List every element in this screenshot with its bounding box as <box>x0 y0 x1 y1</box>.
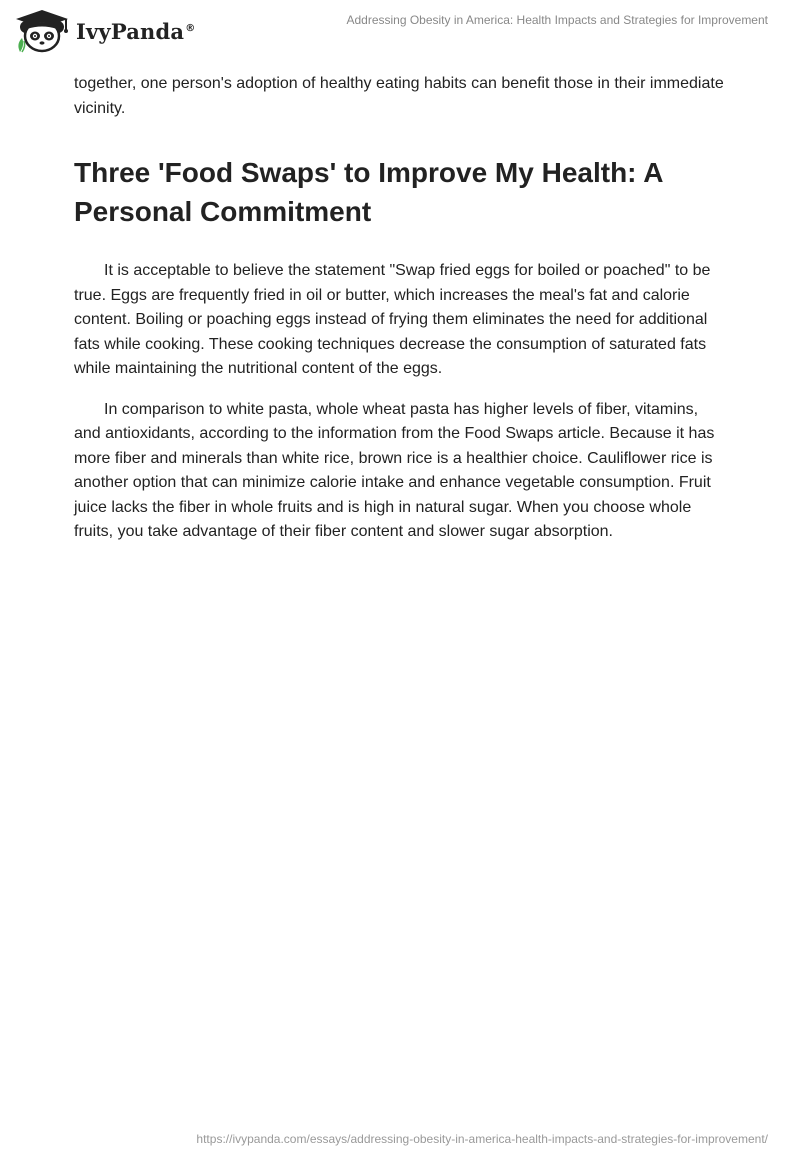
body-paragraph-1: It is acceptable to believe the statement "Swap fried eggs for boiled or poached" to be true. Eggs are frequently fried in oil or butter, which increases the meal's fat and calorie content. Boiling or poaching eggs instead of frying them eliminates the need for additional fats while cooking. These cooking techniques decrease the consumption of saturated fats while maintaining the nutritional content of the eggs. <box>74 262 711 377</box>
panda-graduate-icon <box>14 8 70 54</box>
logo-text: IvyPanda® <box>76 18 196 44</box>
ivypanda-logo[interactable] <box>14 8 195 54</box>
document-title: Addressing Obesity in America: Health Impacts and Strategies for Improvement <box>346 13 768 27</box>
body-paragraph-2: In comparison to white pasta, whole wheat pasta has higher levels of fiber, vitamins, and antioxidants, according to the information from the Food Swaps article. Because it has more fiber and minerals than white rice, brown rice is a healthier choice. Cauliflower rice is another option that can minimize calorie intake and enhance vegetable consumption. Fruit juice lacks the fiber in whole fruits and is high in natural sugar. When you choose whole fruits, you take advantage of their fiber content and slower sugar absorption. <box>74 400 715 540</box>
essay-body <box>74 72 726 545</box>
section-heading: Three 'Food Swaps' to Improve My Health: A Personal Commitment <box>74 157 663 227</box>
registered-mark: ® <box>185 22 196 34</box>
source-url[interactable]: https://ivypanda.com/essays/addressing-obesity-in-america-health-impacts-and-strategies-for-improvement/ <box>196 1132 768 1146</box>
intro-paragraph: together, one person's adoption of healthy eating habits can benefit those in their immediate vicinity. <box>74 75 724 117</box>
page-header <box>0 0 800 64</box>
